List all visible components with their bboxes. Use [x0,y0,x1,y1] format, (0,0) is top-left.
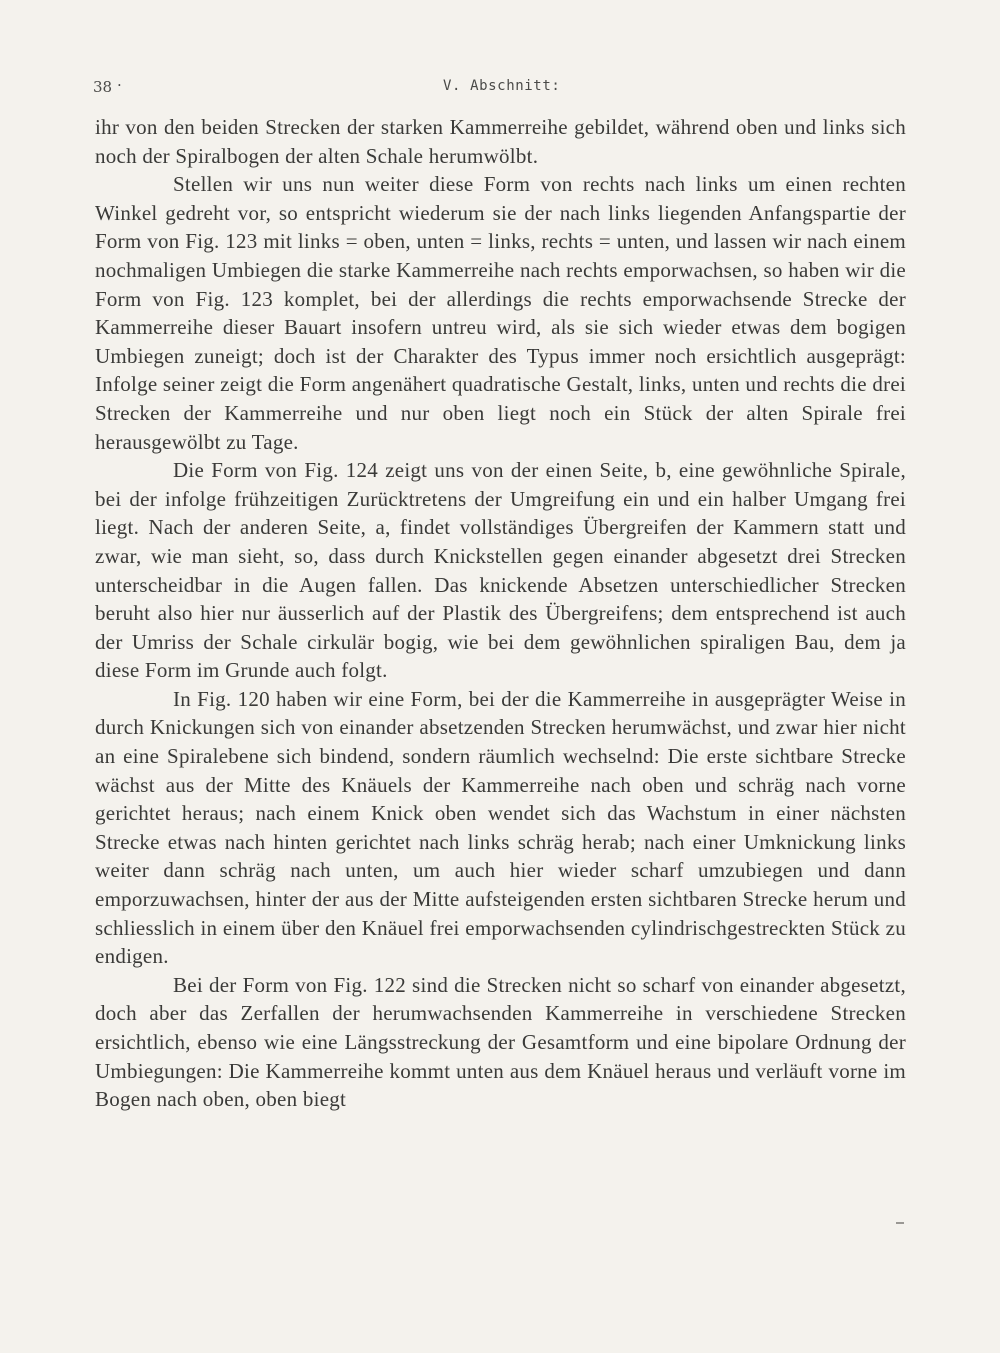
running-head: V. Abschnitt: [443,78,561,94]
body-text [95,113,906,1114]
paragraph-1: ihr von den beiden Strecken der starken Kammerreihe gebildet, während oben und links sich noch der Spiralbogen der alten Schale herumwölbt. [95,115,906,168]
paragraph-3: Die Form von Fig. 124 zeigt uns von der einen Seite, b, eine gewöhnliche Spirale, bei der infolge frühzeitigen Zurücktretens der Umgreifung ein und ein halber Umgang frei liegt. Nach der anderen Seite, a, findet vollständiges Übergreifen der Kammern statt und zwar, wie man sieht, so, dass durch Knickstellen gegen einander abgesetzt drei Strecken unterscheidbar in die Augen fallen. Das knickende Absetzen unterschiedlicher Strecken beruht also hier nur äusserlich auf der Plastik des Übergreifens; dem entsprechend ist auch der Umriss der Schale cirkulär bogig, wie bei dem gewöhnlichen spiraligen Bau, dem ja diese Form im Grunde auch folgt. [95,458,906,683]
margin-mark [896,1222,904,1224]
paragraph-2: Stellen wir uns nun weiter diese Form von rechts nach links um einen rechten Winkel gedreht vor, so entspricht wiederum sie der nach links liegenden Anfangspartie der Form von Fig. 123 mit links = oben, unten = links, rechts = unten, und lassen wir nach einem nochmaligen Umbiegen die starke Kammerreihe nach rechts emporwachsen, so haben wir die Form von Fig. 123 komplet, bei der allerdings die rechts emporwachsende Strecke der Kammerreihe dieser Bauart insofern untreu wird, als sie sich wieder etwas dem bogigen Umbiegen zuneigt; doch ist der Charakter des Typus immer noch ersichtlich ausgeprägt: Infolge seiner zeigt die Form angenähert quadratische Gestalt, links, unten und rechts die drei Strecken der Kammerreihe und nur oben liegt noch ein Stück der alten Spirale frei herausgewölbt zu Tage. [95,172,906,454]
page-number-dot: · [117,76,122,94]
page-number: 38 [93,78,113,96]
paragraph-5: Bei der Form von Fig. 122 sind die Strecken nicht so scharf von einander abgesetzt, doch aber das Zerfallen der herumwachsenden Kammerreihe in verschiedene Strecken ersichtlich, ebenso wie eine Längsstreckung der Gesamtform und eine bipolare Ordnung der Umbiegungen: Die Kammerreihe kommt unten aus dem Knäuel heraus und verläuft vorne im Bogen nach oben, oben biegt [95,972,906,1112]
paragraph-4: In Fig. 120 haben wir eine Form, bei der die Kammerreihe in ausgeprägter Weise in durch Knickungen sich von einander absetzenden Strecken herumwächst, und zwar hier nicht an eine Spiralebene sich bindend, sondern räumlich wechselnd: Die erste sichtbare Strecke wächst aus der Mitte des Knäuels der Kammerreihe nach oben und schräg nach vorne gerichtet heraus; nach einem Knick oben wendet sich das Wachstum in einer nächsten Strecke etwas nach hinten gerichtet nach links schräg herab; nach einer Umknickung links weiter dann schräg nach unten, um auch hier wieder scharf umzubiegen und dann emporzuwachsen, hinter der aus der Mitte aufsteigenden ersten sichtbaren Strecke herum und schliesslich in einem über den Knäuel frei emporwachsenden cylindrischgestreckten Stück zu endigen. [95,686,906,969]
page-header [93,78,908,102]
